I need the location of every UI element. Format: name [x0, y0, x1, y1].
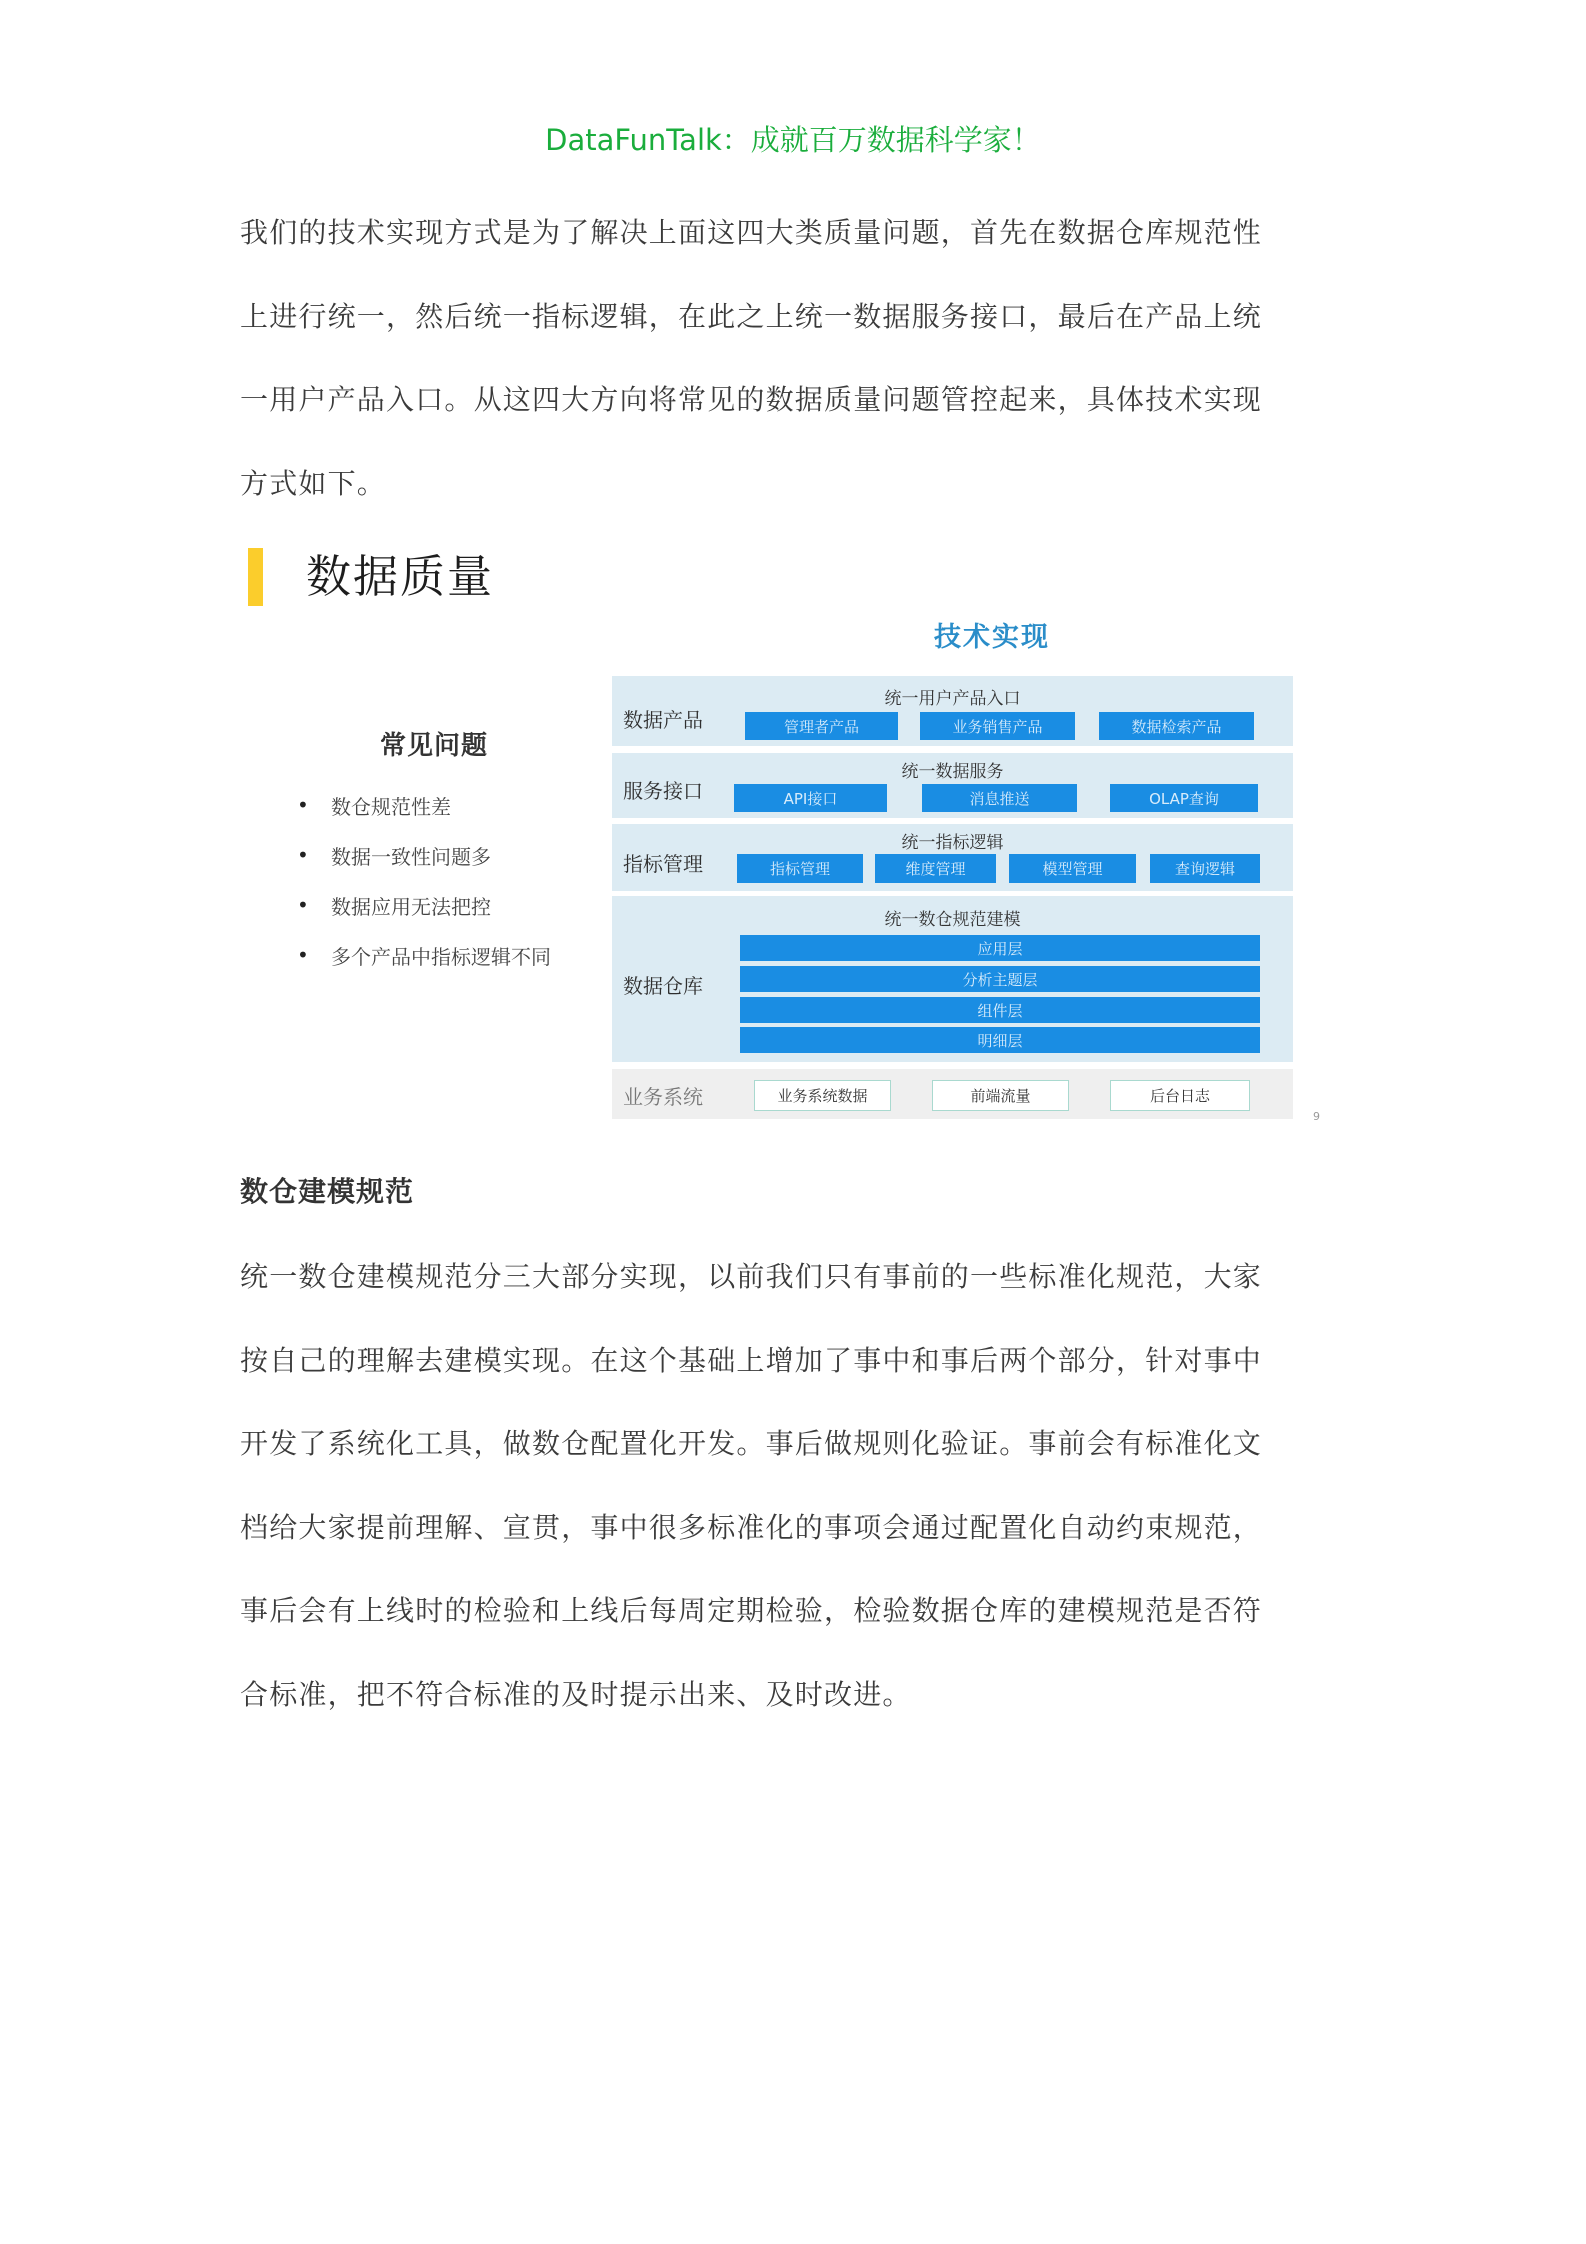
tech-box: 维度管理	[875, 854, 996, 883]
paragraph-line: 档给大家提前理解、宣贯，事中很多标准化的事项会通过配置化自动约束规范，	[240, 1510, 1263, 1544]
source-box: 后台日志	[1110, 1080, 1250, 1111]
tech-box: 指标管理	[737, 854, 863, 883]
row-heading: 统一数仓规范建模	[884, 910, 1021, 930]
tech-box: API接口	[734, 784, 887, 812]
warehouse-layer: 分析主题层	[740, 966, 1260, 992]
slide-title: 数据质量	[306, 550, 495, 603]
paragraph-line: 上进行统一，然后统一指标逻辑，在此之上统一数据服务接口，最后在产品上统	[240, 299, 1263, 333]
intro-paragraph	[240, 191, 1355, 525]
row-heading: 统一指标逻辑	[901, 833, 1004, 853]
list-item: • 数据一致性问题多	[297, 843, 491, 869]
source-box: 前端流量	[932, 1080, 1069, 1111]
page-header: DataFunTalk：成就百万数据科学家！	[545, 123, 1041, 157]
list-item: • 数据应用无法把控	[297, 893, 491, 919]
paragraph-line: 事后会有上线时的检验和上线后每周定期检验，检验数据仓库的建模规范是否符	[240, 1594, 1263, 1627]
paragraph-line: 开发了系统化工具，做数仓配置化开发。事后做规则化验证。事前会有标准化文	[240, 1427, 1263, 1460]
tech-box: 管理者产品	[745, 712, 898, 740]
row-label: 服务接口	[623, 779, 703, 803]
warehouse-layer: 应用层	[740, 935, 1260, 961]
tech-box: 模型管理	[1009, 854, 1136, 883]
warehouse-layer: 组件层	[740, 997, 1260, 1023]
row-label: 数据产品	[623, 708, 703, 732]
paragraph-line: 统一数仓建模规范分三大部分实现，以前我们只有事前的一些标准化规范，大家	[240, 1260, 1263, 1293]
section-paragraph	[240, 1235, 1355, 1736]
paragraph-line: 合标准，把不符合标准的及时提示出来、及时改进。	[240, 1677, 912, 1711]
paragraph-line: 我们的技术实现方式是为了解决上面这四大类质量问题，首先在数据仓库规范性	[240, 216, 1263, 249]
tech-box: 业务销售产品	[920, 712, 1075, 740]
bullet-icon: •	[297, 893, 309, 917]
source-box: 业务系统数据	[754, 1080, 891, 1111]
tech-row-warehouse	[612, 896, 1293, 1062]
section-heading: 数仓建模规范	[240, 1175, 415, 1208]
list-item: • 多个产品中指标逻辑不同	[297, 943, 551, 969]
bullet-icon: •	[297, 843, 309, 867]
tech-title: 技术实现	[934, 622, 1050, 653]
row-heading: 统一数据服务	[901, 762, 1004, 782]
paragraph-line: 按自己的理解去建模实现。在这个基础上增加了事中和事后两个部分，针对事中	[240, 1343, 1263, 1377]
tech-row-business	[612, 1069, 1293, 1119]
bullet-icon: •	[297, 943, 309, 967]
tech-box: 查询逻辑	[1150, 854, 1260, 883]
row-heading: 统一用户产品入口	[884, 689, 1021, 709]
problems-title: 常见问题	[380, 731, 489, 761]
list-item: • 数仓规范性差	[297, 793, 451, 819]
row-label: 数据仓库	[623, 974, 703, 998]
row-label: 指标管理	[623, 852, 703, 876]
row-label: 业务系统	[623, 1085, 703, 1109]
paragraph-line: 方式如下。	[240, 466, 387, 500]
tech-row-data-product	[612, 676, 1293, 746]
tech-row-metric	[612, 824, 1293, 891]
tech-row-service	[612, 753, 1293, 818]
slide-page-number: 9	[1313, 1110, 1320, 1123]
warehouse-layer: 明细层	[740, 1027, 1260, 1053]
problems-list	[297, 780, 551, 980]
title-accent-bar	[248, 548, 263, 606]
tech-box: 数据检索产品	[1099, 712, 1254, 740]
paragraph-line: 一用户产品入口。从这四大方向将常见的数据质量问题管控起来，具体技术实现	[240, 383, 1263, 416]
tech-box: OLAP查询	[1110, 784, 1258, 812]
tech-box: 消息推送	[922, 784, 1077, 812]
bullet-icon: •	[297, 793, 309, 817]
